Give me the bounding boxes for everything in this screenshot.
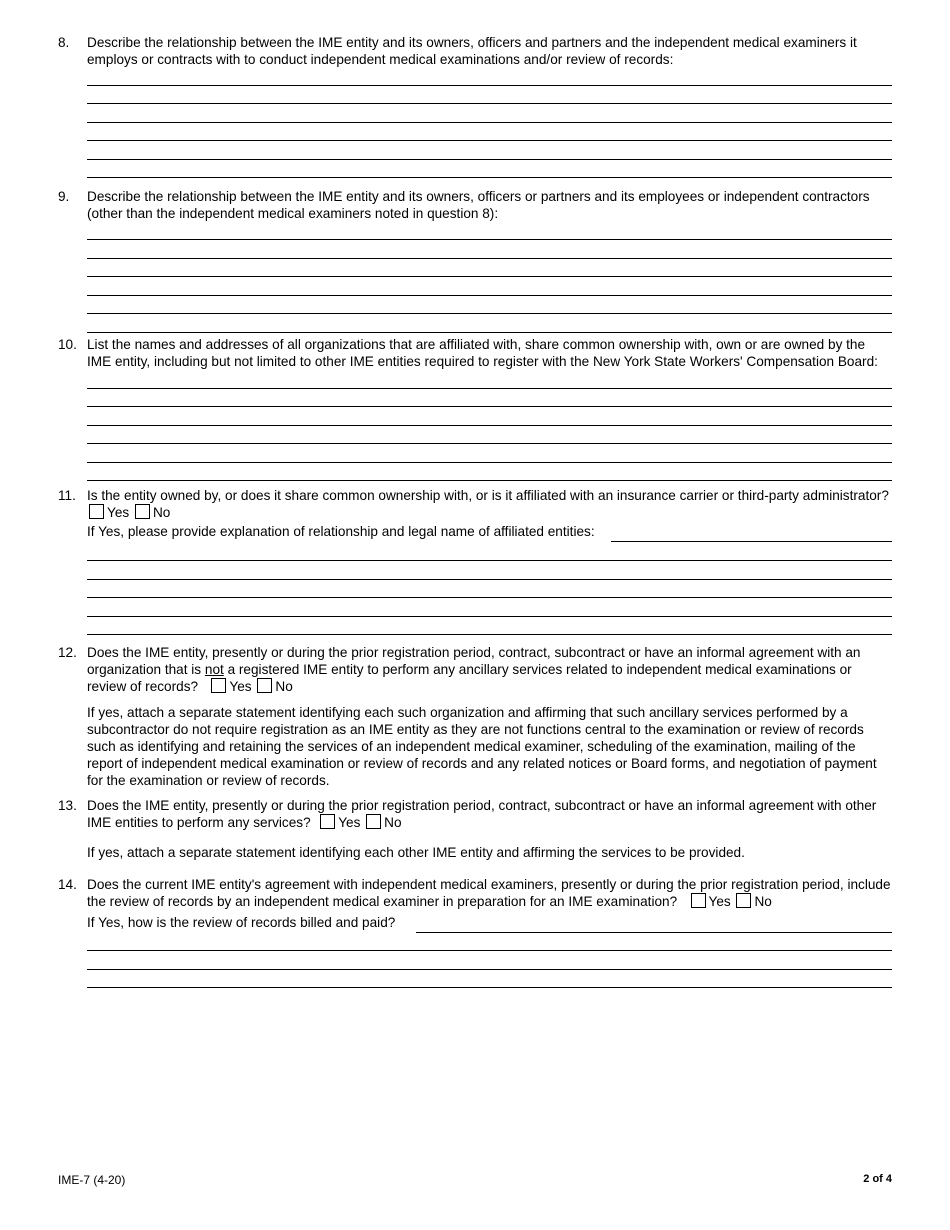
answer-line[interactable] (87, 462, 892, 463)
question-text: Does the IME entity, presently or during the prior registration period, contract, subcontract or have an informal agreement with an organization that is (87, 645, 861, 677)
answer-line[interactable] (416, 932, 892, 933)
no-option[interactable] (255, 679, 292, 694)
question-text: Describe the relationship between the IME entity and its owners, officers or partners and its employees or independent contractors (other than the independent medical examiners noted in question 8): (87, 189, 870, 221)
question-8 (58, 34, 892, 68)
answer-line[interactable] (87, 332, 892, 333)
question-11-followup (58, 523, 892, 540)
question-14 (58, 876, 892, 910)
question-text: Does the IME entity, presently or during the prior registration period, contract, subcontract or have an informal agreement with other IME entities to perform any services? (87, 798, 877, 830)
yes-checkbox[interactable] (211, 678, 226, 693)
question-number: 13. (58, 798, 77, 813)
yes-option[interactable] (87, 505, 129, 520)
question-text: Does the current IME entity's agreement with independent medical examiners, presently or during the prior registration period, include the review of records by an independent medical examiner in preparation for an IME examination? (87, 877, 891, 909)
answer-line[interactable] (87, 950, 892, 951)
no-label: No (152, 505, 171, 520)
yes-label: Yes (708, 894, 731, 909)
answer-line[interactable] (87, 85, 892, 86)
answer-line[interactable] (87, 406, 892, 407)
answer-line[interactable] (87, 140, 892, 141)
answer-line[interactable] (87, 122, 892, 123)
yes-label: Yes (229, 679, 252, 694)
question-number: 9. (58, 189, 70, 204)
yes-label: Yes (107, 505, 130, 520)
question-number: 10. (58, 337, 77, 352)
no-checkbox[interactable] (257, 678, 272, 693)
answer-line[interactable] (87, 313, 892, 314)
no-option[interactable] (734, 894, 771, 909)
no-label: No (275, 679, 293, 694)
question-12 (58, 644, 892, 695)
answer-line[interactable] (87, 443, 892, 444)
no-option[interactable] (364, 815, 401, 830)
yes-checkbox[interactable] (691, 893, 706, 908)
question-12-note (58, 704, 892, 789)
answer-line[interactable] (87, 987, 892, 988)
question-11 (58, 487, 892, 521)
answer-line[interactable] (87, 425, 892, 426)
answer-line[interactable] (87, 616, 892, 617)
page-number: 2 of 4 (863, 1173, 892, 1185)
question-text: Describe the relationship between the IME entity and its owners, officers and partners and the independent medical examiners it employs or contracts with to conduct independent medical examinations and/or review of records: (87, 35, 857, 67)
question-13 (58, 797, 892, 831)
no-checkbox[interactable] (135, 504, 150, 519)
no-checkbox[interactable] (366, 814, 381, 829)
answer-line[interactable] (87, 258, 892, 259)
no-label: No (754, 894, 772, 909)
answer-line[interactable] (87, 295, 892, 296)
yes-option[interactable] (209, 679, 251, 694)
answer-line[interactable] (87, 969, 892, 970)
question-14-followup (58, 914, 892, 931)
yes-option[interactable] (689, 894, 731, 909)
question-number: 8. (58, 35, 70, 50)
question-number: 11. (58, 488, 76, 503)
followup-text: If Yes, how is the review of records billed and paid? (87, 915, 396, 930)
underlined-word: not (204, 662, 224, 677)
answer-line[interactable] (87, 634, 892, 635)
answer-line[interactable] (87, 480, 892, 481)
question-10 (58, 336, 892, 370)
answer-line[interactable] (87, 159, 892, 160)
question-text: Is the entity owned by, or does it share common ownership with, or is it affiliated with an insurance carrier or third-party administrator? (87, 488, 889, 503)
no-option[interactable] (133, 505, 170, 520)
instruction-text: If yes, attach a separate statement identifying each such organization and affirming that such ancillary services performed by a subcontractor do not require registration as an IME entity as they are not functions central to the examination or review of records such as identifying and retaining the services of an independent medical examiner, scheduling of the examination, mailing of the report of independent medical examination or review of records and any related notices or Board forms, and negotiation of payment for the examination or review of records. (87, 705, 877, 788)
question-number: 14. (58, 877, 77, 892)
answer-line[interactable] (87, 239, 892, 240)
instruction-text: If yes, attach a separate statement identifying each other IME entity and affirming the services to be provided. (87, 845, 745, 860)
question-number: 12. (58, 645, 77, 660)
form-id: IME-7 (4-20) (58, 1173, 126, 1187)
followup-text: If Yes, please provide explanation of relationship and legal name of affiliated entities: (87, 524, 595, 539)
answer-line[interactable] (87, 276, 892, 277)
yes-checkbox[interactable] (320, 814, 335, 829)
answer-line[interactable] (87, 560, 892, 561)
no-checkbox[interactable] (736, 893, 751, 908)
yes-checkbox[interactable] (89, 504, 104, 519)
answer-line[interactable] (611, 541, 892, 542)
question-9 (58, 188, 892, 222)
question-13-note (58, 844, 892, 861)
yes-option[interactable] (318, 815, 360, 830)
question-text: List the names and addresses of all organizations that are affiliated with, share common ownership with, own or are owned by the IME entity, including but not limited to other IME entities required to register with the New York State Workers' Compensation Board: (87, 337, 878, 369)
answer-line[interactable] (87, 103, 892, 104)
answer-line[interactable] (87, 177, 892, 178)
question-text-cont: a registered IME entity to perform any ancillary services related to independent medical examinations or review of records? (87, 662, 852, 694)
yes-label: Yes (338, 815, 361, 830)
answer-line[interactable] (87, 388, 892, 389)
no-label: No (384, 815, 402, 830)
answer-line[interactable] (87, 597, 892, 598)
answer-line[interactable] (87, 579, 892, 580)
